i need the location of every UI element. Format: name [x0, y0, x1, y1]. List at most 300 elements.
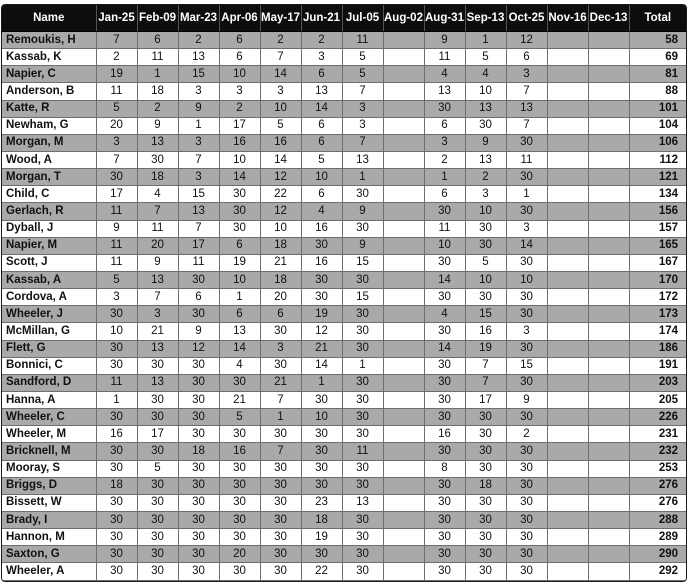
score-cell: 18	[260, 237, 301, 254]
score-cell: 30	[506, 169, 547, 186]
score-cell: 6	[178, 289, 219, 306]
score-cell: 11	[96, 237, 137, 254]
score-cell: 5	[260, 117, 301, 134]
score-cell	[383, 169, 424, 186]
score-cell: 30	[465, 460, 506, 477]
score-cell: 14	[260, 151, 301, 168]
score-cell	[547, 511, 588, 528]
score-cell: 30	[219, 529, 260, 546]
score-cell	[588, 374, 629, 391]
score-cell: 21	[219, 391, 260, 408]
score-cell: 30	[506, 289, 547, 306]
total-cell: 288	[629, 511, 686, 528]
score-cell: 30	[424, 409, 465, 426]
score-cell: 30	[178, 426, 219, 443]
player-name-cell: Napier, M	[2, 237, 96, 254]
table-row	[2, 477, 686, 494]
score-cell: 6	[137, 32, 178, 49]
score-cell: 30	[342, 306, 383, 323]
score-cell: 30	[301, 546, 342, 563]
table-row	[2, 100, 686, 117]
score-cell	[588, 66, 629, 83]
score-cell: 30	[137, 409, 178, 426]
score-cell: 5	[465, 254, 506, 271]
score-cell: 16	[96, 426, 137, 443]
score-cell: 30	[342, 511, 383, 528]
score-cell: 30	[260, 563, 301, 580]
score-cell: 4	[465, 66, 506, 83]
score-cell: 6	[219, 49, 260, 66]
table-row	[2, 134, 686, 151]
table-row	[2, 443, 686, 460]
score-cell: 16	[465, 323, 506, 340]
total-cell: 167	[629, 254, 686, 271]
score-cell: 5	[342, 66, 383, 83]
score-cell: 5	[342, 49, 383, 66]
player-name-cell: Morgan, M	[2, 134, 96, 151]
score-cell: 30	[465, 563, 506, 580]
table-row	[2, 494, 686, 511]
player-name-cell: Hanna, A	[2, 391, 96, 408]
score-cell: 2	[260, 32, 301, 49]
score-cell: 2	[465, 169, 506, 186]
score-cell: 30	[424, 477, 465, 494]
score-cell: 7	[137, 289, 178, 306]
score-cell: 10	[219, 151, 260, 168]
score-cell	[547, 186, 588, 203]
score-cell	[383, 306, 424, 323]
score-cell: 7	[342, 83, 383, 100]
score-cell: 30	[137, 443, 178, 460]
score-cell: 30	[178, 306, 219, 323]
score-cell: 17	[219, 117, 260, 134]
score-cell	[588, 289, 629, 306]
score-cell: 12	[260, 169, 301, 186]
player-name-cell: Wood, A	[2, 151, 96, 168]
score-cell: 15	[342, 289, 383, 306]
score-cell: 30	[506, 477, 547, 494]
score-cell: 30	[506, 254, 547, 271]
score-cell: 30	[342, 374, 383, 391]
player-name-cell: Dyball, J	[2, 220, 96, 237]
score-cell	[383, 186, 424, 203]
player-name-cell: Mooray, S	[2, 460, 96, 477]
score-cell	[383, 477, 424, 494]
score-cell	[547, 357, 588, 374]
score-cell: 30	[260, 460, 301, 477]
score-cell: 11	[96, 203, 137, 220]
score-cell: 3	[137, 306, 178, 323]
score-cell	[588, 443, 629, 460]
score-cell: 16	[260, 134, 301, 151]
standings-table-container	[1, 4, 687, 582]
score-cell	[547, 203, 588, 220]
table-row	[2, 220, 686, 237]
score-cell: 30	[301, 289, 342, 306]
score-cell: 4	[219, 357, 260, 374]
score-cell	[383, 151, 424, 168]
score-cell: 17	[178, 237, 219, 254]
score-cell: 30	[301, 443, 342, 460]
score-cell: 17	[96, 186, 137, 203]
score-cell: 2	[137, 100, 178, 117]
score-cell: 30	[178, 563, 219, 580]
score-cell	[588, 117, 629, 134]
score-cell: 3	[506, 220, 547, 237]
score-cell: 9	[465, 134, 506, 151]
score-cell: 10	[301, 409, 342, 426]
score-cell: 3	[506, 66, 547, 83]
score-cell: 30	[219, 460, 260, 477]
score-cell: 30	[465, 117, 506, 134]
score-cell: 9	[137, 117, 178, 134]
score-cell	[547, 151, 588, 168]
table-row	[2, 32, 686, 49]
player-name-cell: Child, C	[2, 186, 96, 203]
column-header-date: Aug-02	[383, 5, 424, 32]
score-cell	[383, 117, 424, 134]
score-cell: 14	[301, 357, 342, 374]
score-cell: 6	[301, 66, 342, 83]
score-cell: 3	[260, 83, 301, 100]
score-cell	[547, 391, 588, 408]
table-row	[2, 426, 686, 443]
score-cell: 30	[219, 477, 260, 494]
score-cell	[547, 374, 588, 391]
score-cell	[547, 271, 588, 288]
score-cell: 4	[424, 66, 465, 83]
total-cell: 170	[629, 271, 686, 288]
score-cell: 18	[178, 443, 219, 460]
score-cell: 30	[178, 511, 219, 528]
score-cell: 3	[96, 134, 137, 151]
score-cell	[383, 220, 424, 237]
score-cell: 30	[96, 306, 137, 323]
score-cell: 30	[424, 391, 465, 408]
score-cell: 18	[465, 477, 506, 494]
score-cell	[547, 237, 588, 254]
score-cell: 22	[260, 186, 301, 203]
score-cell	[383, 357, 424, 374]
score-cell	[383, 83, 424, 100]
score-cell	[547, 306, 588, 323]
score-cell	[547, 443, 588, 460]
score-cell: 6	[506, 49, 547, 66]
score-cell	[547, 563, 588, 580]
score-cell: 30	[96, 546, 137, 563]
score-cell: 2	[96, 49, 137, 66]
score-cell: 30	[465, 426, 506, 443]
score-cell: 30	[465, 409, 506, 426]
total-cell: 276	[629, 494, 686, 511]
score-cell: 2	[424, 151, 465, 168]
column-header-date: Feb-09	[137, 5, 178, 32]
score-cell: 20	[219, 546, 260, 563]
table-row	[2, 306, 686, 323]
score-cell: 12	[260, 203, 301, 220]
player-name-cell: Remoukis, H	[2, 32, 96, 49]
score-cell: 30	[342, 546, 383, 563]
score-cell: 5	[219, 409, 260, 426]
score-cell: 30	[342, 477, 383, 494]
column-header-date: Aug-31	[424, 5, 465, 32]
score-cell: 9	[506, 391, 547, 408]
score-cell: 30	[260, 426, 301, 443]
score-cell: 2	[178, 32, 219, 49]
score-cell: 13	[465, 151, 506, 168]
score-cell: 1	[424, 169, 465, 186]
score-cell: 13	[424, 83, 465, 100]
total-cell: 121	[629, 169, 686, 186]
score-cell: 3	[178, 134, 219, 151]
score-cell	[383, 203, 424, 220]
score-cell	[547, 134, 588, 151]
score-cell: 30	[424, 289, 465, 306]
player-name-cell: Napier, C	[2, 66, 96, 83]
score-cell	[383, 546, 424, 563]
score-cell	[588, 409, 629, 426]
score-cell: 13	[178, 203, 219, 220]
score-cell: 30	[178, 374, 219, 391]
total-cell: 203	[629, 374, 686, 391]
column-header-date: Mar-23	[178, 5, 219, 32]
score-cell: 7	[465, 374, 506, 391]
score-cell: 30	[301, 426, 342, 443]
score-cell: 30	[465, 494, 506, 511]
score-cell: 3	[465, 186, 506, 203]
score-cell: 20	[137, 237, 178, 254]
score-cell: 30	[342, 563, 383, 580]
score-cell: 14	[219, 169, 260, 186]
score-cell: 20	[260, 289, 301, 306]
score-cell: 13	[137, 134, 178, 151]
score-cell: 30	[342, 460, 383, 477]
score-cell: 10	[260, 220, 301, 237]
table-row	[2, 117, 686, 134]
score-cell: 1	[178, 117, 219, 134]
score-cell: 30	[506, 511, 547, 528]
score-cell: 15	[178, 66, 219, 83]
score-cell: 4	[424, 306, 465, 323]
total-cell: 186	[629, 340, 686, 357]
score-cell: 30	[137, 151, 178, 168]
score-cell: 11	[424, 49, 465, 66]
score-cell	[383, 391, 424, 408]
score-cell	[547, 32, 588, 49]
score-cell: 9	[342, 237, 383, 254]
score-cell: 30	[424, 323, 465, 340]
score-cell: 30	[96, 340, 137, 357]
score-cell: 30	[137, 546, 178, 563]
score-cell: 7	[506, 117, 547, 134]
score-cell: 21	[137, 323, 178, 340]
score-cell: 21	[301, 340, 342, 357]
score-cell	[588, 220, 629, 237]
score-cell: 30	[424, 546, 465, 563]
score-cell: 30	[506, 340, 547, 357]
score-cell: 30	[342, 409, 383, 426]
score-cell: 7	[465, 357, 506, 374]
score-cell: 1	[506, 186, 547, 203]
score-cell: 1	[301, 374, 342, 391]
score-cell: 17	[137, 426, 178, 443]
score-cell: 6	[424, 186, 465, 203]
score-cell: 3	[424, 134, 465, 151]
player-name-cell: Flett, G	[2, 340, 96, 357]
player-name-cell: Morgan, T	[2, 169, 96, 186]
score-cell: 14	[260, 66, 301, 83]
score-cell: 6	[219, 237, 260, 254]
score-cell	[588, 511, 629, 528]
score-cell: 3	[96, 289, 137, 306]
score-cell	[588, 237, 629, 254]
score-cell: 12	[506, 32, 547, 49]
total-cell: 173	[629, 306, 686, 323]
score-cell: 9	[424, 32, 465, 49]
score-cell: 5	[465, 49, 506, 66]
table-row	[2, 511, 686, 528]
total-cell: 104	[629, 117, 686, 134]
total-cell: 69	[629, 49, 686, 66]
score-cell: 5	[137, 460, 178, 477]
score-cell	[588, 203, 629, 220]
player-name-cell: Kassab, A	[2, 271, 96, 288]
score-cell: 30	[506, 460, 547, 477]
score-cell: 30	[219, 494, 260, 511]
score-cell: 30	[424, 529, 465, 546]
score-cell: 30	[424, 443, 465, 460]
score-cell	[588, 306, 629, 323]
score-cell: 30	[178, 357, 219, 374]
score-cell: 30	[219, 203, 260, 220]
score-cell: 11	[178, 254, 219, 271]
score-cell: 11	[342, 443, 383, 460]
score-cell: 11	[424, 220, 465, 237]
score-cell: 30	[178, 529, 219, 546]
score-cell	[547, 117, 588, 134]
score-cell	[588, 460, 629, 477]
score-cell: 30	[301, 477, 342, 494]
table-row	[2, 374, 686, 391]
player-name-cell: Sandford, D	[2, 374, 96, 391]
table-row	[2, 237, 686, 254]
player-name-cell: Wheeler, A	[2, 563, 96, 580]
score-cell: 30	[137, 511, 178, 528]
score-cell: 19	[219, 254, 260, 271]
column-header-date: Jun-21	[301, 5, 342, 32]
total-cell: 156	[629, 203, 686, 220]
score-cell	[588, 357, 629, 374]
score-cell: 1	[137, 66, 178, 83]
table-row	[2, 460, 686, 477]
score-cell: 18	[137, 83, 178, 100]
score-cell: 5	[96, 271, 137, 288]
score-cell: 19	[301, 306, 342, 323]
score-cell: 15	[342, 254, 383, 271]
score-cell: 7	[260, 443, 301, 460]
player-name-cell: Bonnici, C	[2, 357, 96, 374]
score-cell: 2	[301, 32, 342, 49]
score-cell: 30	[301, 460, 342, 477]
score-cell: 19	[301, 529, 342, 546]
score-cell: 30	[96, 563, 137, 580]
score-cell: 30	[260, 357, 301, 374]
score-cell	[547, 477, 588, 494]
total-cell: 81	[629, 66, 686, 83]
column-header-date: Nov-16	[547, 5, 588, 32]
score-cell	[547, 546, 588, 563]
player-name-cell: Scott, J	[2, 254, 96, 271]
score-cell: 30	[465, 546, 506, 563]
score-cell	[547, 254, 588, 271]
table-row	[2, 409, 686, 426]
score-cell	[588, 477, 629, 494]
score-cell	[383, 340, 424, 357]
score-cell: 6	[219, 306, 260, 323]
score-cell: 30	[465, 220, 506, 237]
score-cell: 30	[219, 563, 260, 580]
score-cell: 11	[137, 49, 178, 66]
score-cell: 13	[465, 100, 506, 117]
score-cell	[383, 529, 424, 546]
player-name-cell: Anderson, B	[2, 83, 96, 100]
score-cell: 30	[260, 511, 301, 528]
score-cell	[588, 151, 629, 168]
score-cell	[547, 494, 588, 511]
score-cell: 19	[96, 66, 137, 83]
score-cell	[547, 100, 588, 117]
score-cell: 30	[424, 374, 465, 391]
score-cell: 30	[219, 374, 260, 391]
score-cell	[383, 409, 424, 426]
score-cell	[588, 494, 629, 511]
score-cell	[588, 169, 629, 186]
score-cell: 30	[506, 563, 547, 580]
score-cell: 30	[301, 391, 342, 408]
score-cell: 10	[465, 83, 506, 100]
score-cell: 30	[137, 529, 178, 546]
score-cell: 5	[96, 100, 137, 117]
score-cell: 30	[465, 529, 506, 546]
table-row	[2, 323, 686, 340]
score-cell: 14	[424, 271, 465, 288]
score-cell: 7	[506, 83, 547, 100]
score-cell: 30	[424, 494, 465, 511]
score-cell: 9	[178, 323, 219, 340]
score-cell	[547, 169, 588, 186]
score-cell: 6	[301, 134, 342, 151]
table-row	[2, 203, 686, 220]
score-cell: 11	[342, 32, 383, 49]
total-cell: 106	[629, 134, 686, 151]
player-name-cell: Wheeler, J	[2, 306, 96, 323]
player-name-cell: Newham, G	[2, 117, 96, 134]
score-cell: 7	[96, 151, 137, 168]
score-cell	[588, 32, 629, 49]
standings-table	[2, 5, 686, 581]
score-cell: 30	[506, 546, 547, 563]
table-row	[2, 340, 686, 357]
total-cell: 205	[629, 391, 686, 408]
score-cell	[588, 83, 629, 100]
score-cell: 2	[506, 426, 547, 443]
score-cell: 30	[424, 100, 465, 117]
score-cell: 5	[301, 151, 342, 168]
score-cell: 1	[342, 357, 383, 374]
total-cell: 231	[629, 426, 686, 443]
score-cell: 4	[137, 186, 178, 203]
score-cell: 13	[342, 151, 383, 168]
